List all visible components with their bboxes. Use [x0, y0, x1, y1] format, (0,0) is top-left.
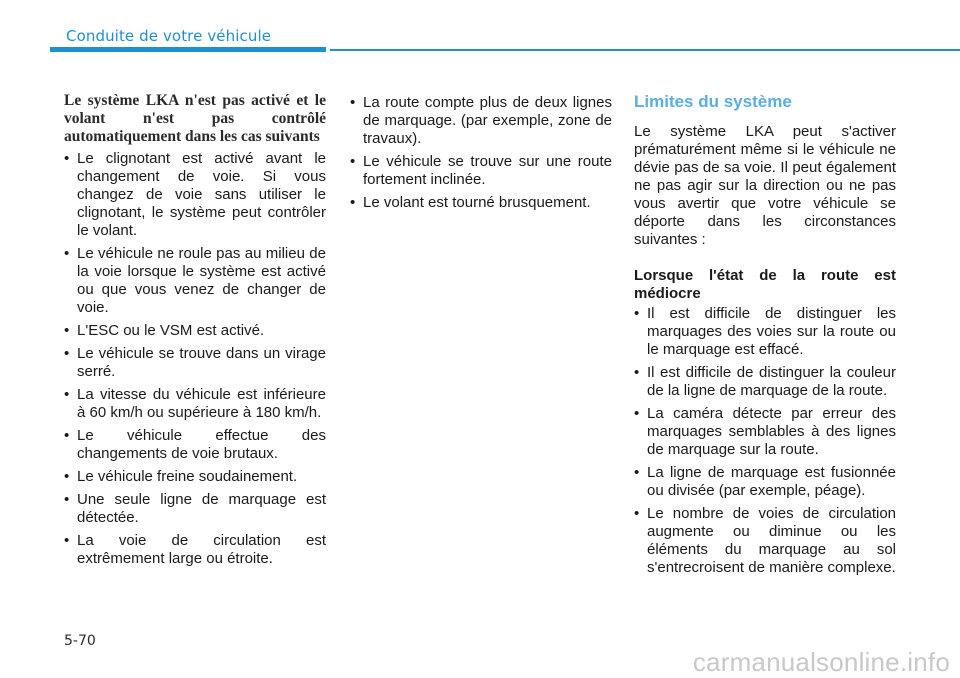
page-number: 5-70: [64, 633, 96, 649]
conditions-heading: Le système LKA n'est pas activé et le volant n'est pas contrôlé automatiquement dans les cas suivants: [64, 92, 326, 145]
system-limits-title: Limites du système: [634, 92, 792, 111]
list-item: • Le véhicule se trouve dans un virage serré.: [64, 345, 326, 381]
list-item: • L'ESC ou le VSM est activé.: [64, 322, 326, 340]
header-divider-line: [330, 49, 960, 51]
column-right: [634, 92, 896, 582]
list-item: • Il est difficile de distinguer la couleur de la ligne de marquage de la route.: [634, 364, 896, 400]
list-item: • La ligne de marquage est fusionnée ou divisée (par exemple, péage).: [634, 464, 896, 500]
section-header-title: Conduite de votre véhicule: [66, 27, 272, 45]
system-limits-intro: Le système LKA peut s'activer prématurément même si le véhicule ne dévie pas de sa voie. Il peut également ne pas agir sur la direction ou ne pas vous avertir que votre véhicule se déporte dans les circonstances suivantes :: [634, 123, 896, 248]
column-middle: [350, 94, 612, 217]
header-accent-bar: [50, 47, 326, 52]
list-item: • La vitesse du véhicule est inférieure à 60 km/h ou supérieure à 180 km/h.: [64, 386, 326, 422]
list-item: • Le nombre de voies de circulation augmente ou diminue ou les éléments du marquage au sol s'entrecroisent de manière complexe.: [634, 505, 896, 577]
road-condition-subheading: Lorsque l'état de la route est médiocre: [634, 267, 896, 302]
conditions-list-continued: [350, 94, 612, 212]
list-item: • Une seule ligne de marquage est détectée.: [64, 491, 326, 527]
conditions-list: [64, 150, 326, 568]
column-left: [64, 92, 326, 573]
list-item: • La route compte plus de deux lignes de marquage. (par exemple, zone de travaux).: [350, 94, 612, 148]
list-item: • Le clignotant est activé avant le changement de voie. Si vous changez de voie sans utiliser le clignotant, le système peut contrôler le volant.: [64, 150, 326, 240]
list-item: • La caméra détecte par erreur des marquages semblables à des lignes de marquage sur la route.: [634, 405, 896, 459]
watermark: carmanualsonline.info: [692, 647, 950, 677]
list-item: • La voie de circulation est extrêmement large ou étroite.: [64, 532, 326, 568]
road-condition-list: [634, 305, 896, 577]
list-item: • Le véhicule ne roule pas au milieu de la voie lorsque le système est activé ou que vous venez de changer de voie.: [64, 245, 326, 317]
list-item: • Le volant est tourné brusquement.: [350, 194, 612, 212]
list-item: • Le véhicule effectue des changements de voie brutaux.: [64, 427, 326, 463]
list-item: • Le véhicule se trouve sur une route fortement inclinée.: [350, 153, 612, 189]
list-item: • Le véhicule freine soudainement.: [64, 468, 326, 486]
list-item: • Il est difficile de distinguer les marquages des voies sur la route ou le marquage est effacé.: [634, 305, 896, 359]
